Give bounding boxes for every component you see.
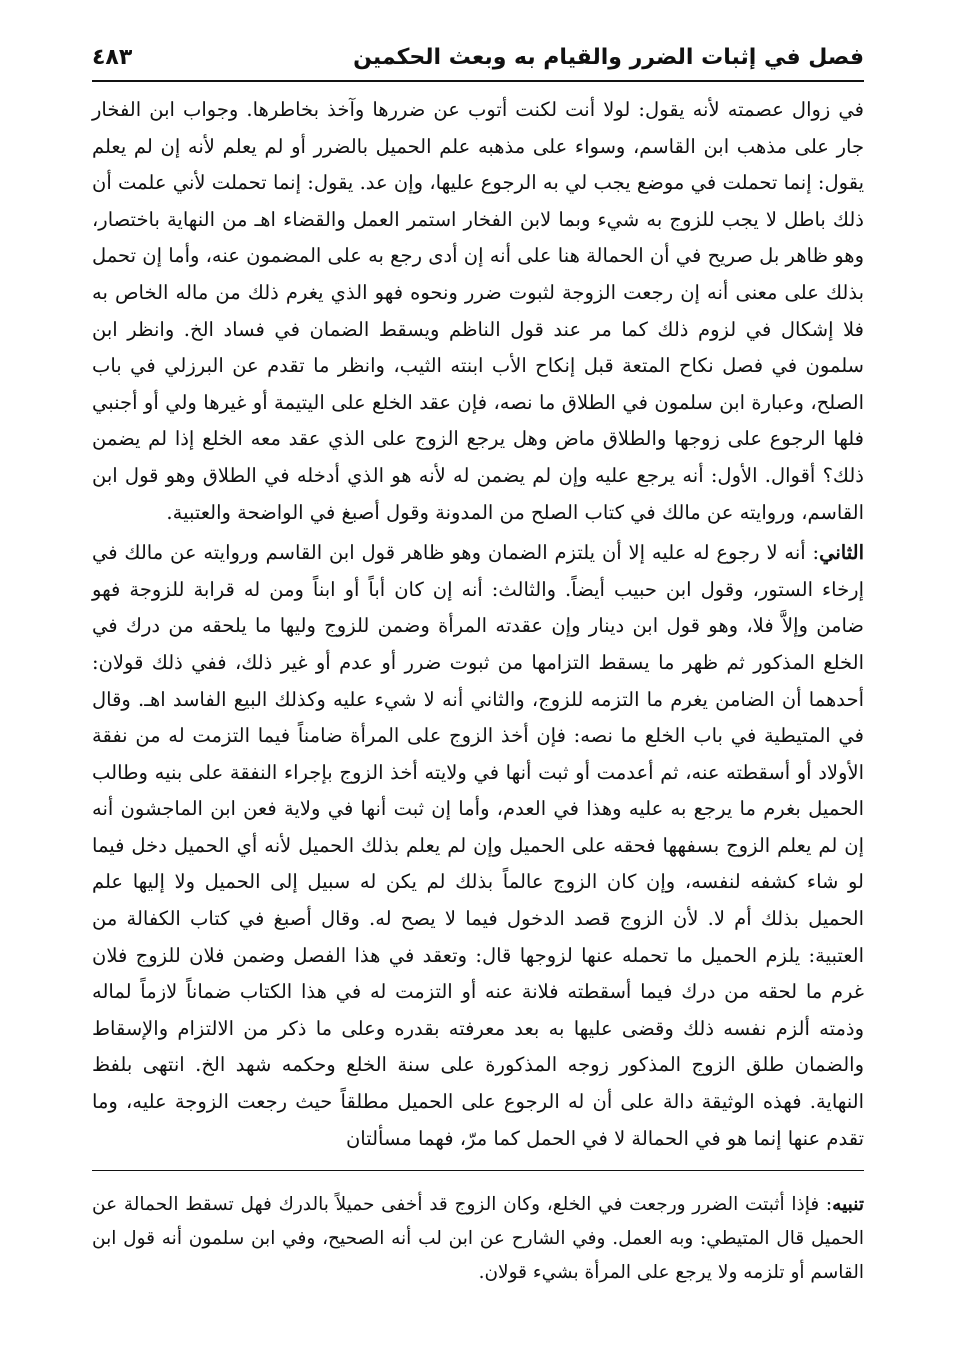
paragraph-2 [92, 535, 864, 1157]
header-divider [92, 80, 864, 82]
paragraph-text: : أنه لا رجوع له عليه إلا أن يلتزم الضمان وهو ظاهر قول ابن القاسم وروايته عن مالك في إرخاء الستور، وقول ابن حبيب أيضاً. والثالث: أنه إن كان أباً أو ابناً ومن له قرابة للزوجة فهو ضامن وإلاَّ فلا، وهو قول ابن دينار وإن عقدته المرأة وضمن للزوج وليها ما يلحقه من درك في الخلع المذكور ثم ظهر ما يسقط التزامها من ثبوت ضرر أو عدم أو غير ذلك، ففي ذلك قولان: أحدهما أن الضامن يغرم ما التزمه للزوج، والثاني أنه لا شيء عليه وكذلك البيع الفاسد اهـ. وقال في المتيطية في باب الخلع ما نصه: فإن أخذ الزوج على المرأة ضامناً فيما التزمت له من نفقة الأولاد أو أسقطته عنه، ثم أعدمت أو ثبت أنها في ولايته أخذ الزوج بإجراء النفقة على بنيه وطالب الحميل بغرم ما يرجع به عليه وهذا في العدم، وأما إن ثبت أنها في ولاية فعن ابن الماجشون أنه إن لم يعلم الزوج بسفهها فحقه على الحميل وإن لم يعلم بذلك الحميل لأنه أي الحميل دخل فيما لو شاء كشفه لنفسه، وإن كان الزوج عالماً بذلك لم يكن له سبيل إلى الحميل ولا إليها علم الحميل بذلك أم لا. لأن الزوج قصد الدخول فيما لا يصح له. وقال أصبغ في كتاب الكفالة من العتبية: يلزم الحميل ما تحمله عنها لزوجها قال: وتعقد في هذا الفصل وضمن فلان للزوج فلان غرم ما لحقه من درك فيما أسقطته فلانة عنه أو التزمت له في هذا الكتاب ضماناً لازماً لماله وذمته ألزم نفسه ذلك وقضى عليها به بعد معرفته بقدره وعلى ما ذكر من الالتزام والإسقاط والضمان طلق الزوج المذكور زوجه المذكورة على سنة الخلع وحكمه شهد الخ. انتهى بلفظ النهاية. فهذه الوثيقة دالة على أن له الرجوع على الحميل مطلقاً حيث رجعت الزوجة عليه، وما تقدم عنها إنما هو في الحمالة لا في الحمل كما مرّ، فهما مسألتان [92, 541, 864, 1150]
paragraph-lead: الثاني [819, 541, 864, 565]
page-number: ٤٨٣ [92, 45, 133, 70]
footnote-lead: تنبيه [832, 1194, 864, 1215]
running-head-title: فصل في إثبات الضرر والقيام به وبعث الحكمين [353, 45, 864, 70]
page-header [92, 30, 864, 72]
paragraph-text: في زوال عصمته لأنه يقول: لولا أنت لكنت أتوب عن ضررها وآخذ بخاطرها. وجواب ابن الفخار جار على مذهب ابن القاسم، وسواء على مذهبه علم الحميل بالضرر أو لم يعلم لأنه إن لم يعلم يقول: إنما تحملت في موضع يجب لي به الرجوع عليها، وإن عد. يقول: إنما تحملت لأني علمت أن ذلك باطل لا يجب للزوج به شيء وبما لابن الفخار استمر العمل والقضاء اهـ من النهاية باختصار، وهو ظاهر بل صريح في أن الحمالة هنا على أنه إن أدى رجع به على المضمون عنه، وأما إن تحمل بذلك على معنى أنه إن رجعت الزوجة لثبوت ضرر ونحوه فهو الذي يغرم ذلك من ماله الخاص به فلا إشكال في لزوم ذلك كما مر عند قول الناظم ويسقط الضمان في فساد الخ. وانظر ابن سلمون في فصل نكاح المتعة قبل إنكاح الأب ابنته الثيب، وانظر ما تقدم عن البرزلي في باب الصلح، وعبارة ابن سلمون في الطلاق ما نصه، فإن عقد الخلع على اليتيمة أو غيرها ولي أو أجنبي فلها الرجوع على زوجها والطلاق ماض وهل يرجع الزوج على الذي عقد معه الخلع إذا لم يضمن ذلك؟ أقوال. الأول: أنه يرجع عليه وإن لم يضمن له لأنه هو الذي أدخله في الطلاق وهو قول ابن القاسم، وروايته عن مالك في كتاب الصلح من المدونة وقول أصبغ في الواضحة والعتبية. [92, 98, 864, 524]
footnote-text: : فإذا أثبتت الضرر ورجعت في الخلع، وكان الزوج قد أخفى حميلاً بالدرك فهل تسقط الحمالة عن الحميل قال المتيطي: وبه العمل. وفي الشارح عن ابن لب أنه الصحيح، وفي ابن سلمون أنه قول ابن القاسم أو تلزمه ولا يرجع على المرأة بشيء قولان. [92, 1194, 864, 1283]
paragraph-1 [92, 92, 864, 531]
footnote [92, 1188, 864, 1290]
main-text [92, 92, 864, 1157]
footnote-divider [92, 1170, 864, 1171]
